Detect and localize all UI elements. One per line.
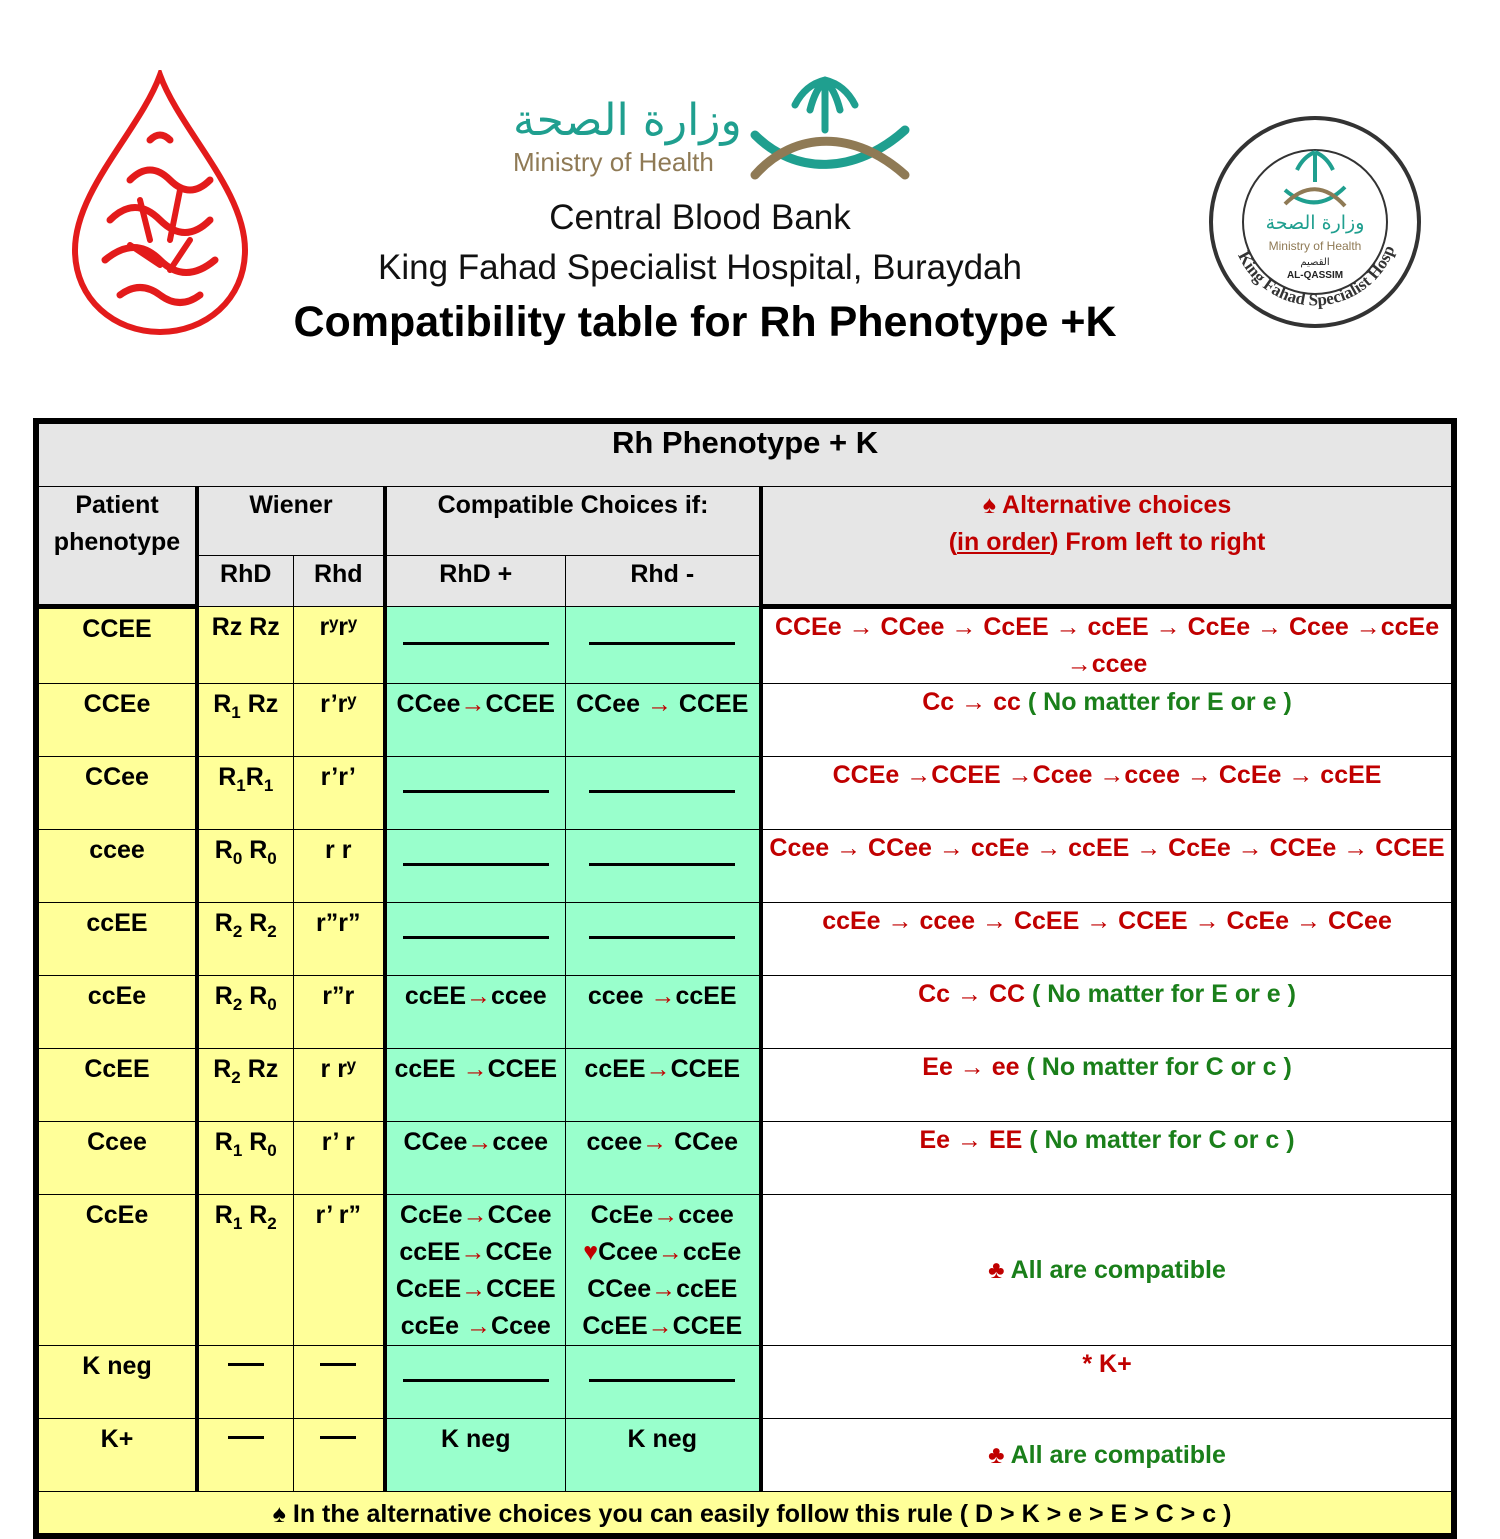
rhd-positive-header: RhD + [385, 556, 565, 607]
rhd-negative-cell: ccEE→CCEE [565, 1049, 761, 1122]
alternative-choices-cell: ♣ All are compatible [761, 1419, 1454, 1492]
wiener-rhd-lower-cell: r’ r [293, 1122, 385, 1195]
empty-dash [589, 1379, 735, 1382]
svg-text:King Fahad Specialist Hospital: King Fahad Specialist Hosp [1234, 242, 1399, 310]
club-icon: ♣ [988, 1255, 1005, 1284]
hospital-name: King Fahad Specialist Hospital, Buraydah [378, 248, 1022, 287]
empty-dash [589, 790, 735, 793]
rhd-positive-cell [385, 1346, 565, 1419]
rhd-negative-cell: CcEe→ccee ♥Ccee→ccEe CCee→ccEE CcEE→CCEE [565, 1195, 761, 1346]
patient-phenotype-cell: Ccee [36, 1122, 197, 1195]
patient-phenotype-cell: CCEE [36, 607, 197, 684]
patient-phenotype-cell: CCee [36, 757, 197, 830]
wiener-rhd-upper-cell: $R_1$ Rz [197, 684, 293, 757]
alternative-choices-cell: CCEe →CCEE →Ccee →ccee → CcEe → ccEE [761, 757, 1454, 830]
empty-dash [320, 1436, 356, 1439]
table-title: Rh Phenotype + K [36, 421, 1454, 487]
rhd-negative-cell: ccee →ccEE [565, 976, 761, 1049]
wiener-rhd-upper-cell: $R_1$ $R_2$ [197, 1195, 293, 1346]
rhd-negative-cell [565, 1346, 761, 1419]
alternative-choices-cell: * K+ [761, 1346, 1454, 1419]
wiener-rhd-lower-cell [293, 1346, 385, 1419]
patient-phenotype-cell: K neg [36, 1346, 197, 1419]
rhd-lower-header: Rhd [293, 556, 385, 607]
table-row [36, 757, 1454, 830]
rhd-negative-cell [565, 830, 761, 903]
wiener-rhd-lower-cell [293, 1419, 385, 1492]
compatibility-table [33, 418, 1457, 1539]
alternative-choices-cell: Cc → cc ( No matter for E or e ) [761, 684, 1454, 757]
table-row [36, 1049, 1454, 1122]
compatible-choices-header: Compatible Choices if: [385, 487, 761, 556]
rhd-positive-cell [385, 903, 565, 976]
palm-swords-emblem [745, 75, 915, 190]
alternative-choices-cell: Cc → CC ( No matter for E or e ) [761, 976, 1454, 1049]
rhd-negative-cell: ccee→ CCee [565, 1122, 761, 1195]
rhd-negative-cell [565, 757, 761, 830]
wiener-rhd-lower-cell: r’r’ [293, 757, 385, 830]
empty-dash [589, 936, 735, 939]
bank-name: Central Blood Bank [549, 198, 851, 237]
table-title-row [36, 421, 1454, 487]
patient-phenotype-cell: K+ [36, 1419, 197, 1492]
empty-dash [403, 642, 549, 645]
table-row [36, 1122, 1454, 1195]
wiener-rhd-lower-cell: r”r” [293, 903, 385, 976]
patient-phenotype-cell: CcEe [36, 1195, 197, 1346]
rhd-positive-cell [385, 830, 565, 903]
alternative-choices-cell: CCEe → CCee → CcEE → ccEE → CcEe → Ccee →ccEe →ccee [761, 607, 1454, 684]
table-row [36, 1195, 1454, 1346]
spade-icon: ♠ [982, 491, 997, 519]
rhd-negative-header: Rhd - [565, 556, 761, 607]
empty-dash [228, 1436, 264, 1439]
rhd-positive-cell [385, 607, 565, 684]
rhd-positive-cell: CCee→ccee [385, 1122, 565, 1195]
empty-dash [403, 936, 549, 939]
rhd-upper-header: RhD [197, 556, 293, 607]
table-row [36, 903, 1454, 976]
wiener-rhd-upper-cell: $R_2$ $R_0$ [197, 976, 293, 1049]
empty-dash [228, 1363, 264, 1366]
rhd-positive-cell: CcEe→CCee ccEE→CCEe CcEE→CCEE ccEe →Ccee [385, 1195, 565, 1346]
table-row [36, 684, 1454, 757]
wiener-rhd-upper-cell: $R_0$ $R_0$ [197, 830, 293, 903]
moh-arabic-text: وزارة الصحة [513, 95, 742, 146]
ministry-of-health-logo [505, 75, 915, 190]
patient-phenotype-cell: ccEe [36, 976, 197, 1049]
wiener-header: Wiener [197, 487, 385, 556]
wiener-rhd-lower-cell: r rʸ [293, 1049, 385, 1122]
wiener-rhd-upper-cell: $R_1$ $R_0$ [197, 1122, 293, 1195]
table-body [36, 607, 1454, 1492]
footnote: ♠ In the alternative choices you can easily follow this rule ( D > K > e > E > C > c ) [36, 1492, 1454, 1537]
rhd-positive-cell: ccEE→ccee [385, 976, 565, 1049]
patient-phenotype-cell: ccEE [36, 903, 197, 976]
wiener-rhd-lower-cell: r’ r” [293, 1195, 385, 1346]
wiener-rhd-lower-cell: rʸrʸ [293, 607, 385, 684]
empty-dash [320, 1363, 356, 1366]
alternative-choices-header: ♠ Alternative choices (in order) From left to right [761, 487, 1454, 607]
rhd-negative-cell [565, 903, 761, 976]
seal-arabic-text: وزارة الصحة [1265, 212, 1365, 234]
alternative-choices-cell: Ee → ee ( No matter for C or c ) [761, 1049, 1454, 1122]
empty-dash [589, 642, 735, 645]
rhd-negative-cell [565, 607, 761, 684]
rhd-positive-cell: K neg [385, 1419, 565, 1492]
alternative-choices-cell: Ccee → CCee → ccEe → ccEE → CcEe → CCEe → CCEE [761, 830, 1454, 903]
moh-english-text: Ministry of Health [513, 147, 714, 177]
wiener-rhd-upper-cell: $R_1R_1$ [197, 757, 293, 830]
alternative-choices-cell: ♣ All are compatible [761, 1195, 1454, 1346]
rhd-positive-cell [385, 757, 565, 830]
club-icon: ♣ [988, 1440, 1005, 1469]
empty-dash [403, 863, 549, 866]
wiener-rhd-upper-cell: $R_2$ $R_2$ [197, 903, 293, 976]
patient-phenotype-cell: CCEe [36, 684, 197, 757]
wiener-rhd-upper-cell: $R_2$ Rz [197, 1049, 293, 1122]
rhd-positive-cell: CCee→CCEE [385, 684, 565, 757]
rhd-negative-cell: K neg [565, 1419, 761, 1492]
table-row [36, 976, 1454, 1049]
table-row [36, 607, 1454, 684]
patient-phenotype-cell: ccee [36, 830, 197, 903]
rhd-positive-cell: ccEE →CCEE [385, 1049, 565, 1122]
page-title: Compatibility table for Rh Phenotype +K [293, 298, 1117, 346]
header-row-1 [36, 487, 1454, 556]
wiener-rhd-lower-cell: r r [293, 830, 385, 903]
patient-phenotype-header: Patient phenotype [36, 487, 197, 607]
footnote-row [36, 1492, 1454, 1537]
rhd-negative-cell: CCee → CCEE [565, 684, 761, 757]
table-row [36, 1419, 1454, 1492]
wiener-rhd-upper-cell [197, 1346, 293, 1419]
empty-dash [403, 1379, 549, 1382]
empty-dash [589, 863, 735, 866]
wiener-rhd-upper-cell [197, 1419, 293, 1492]
seal-region-arabic: القصيم [1300, 257, 1330, 268]
empty-dash [403, 790, 549, 793]
seal-english-text: Ministry of Health [1268, 239, 1362, 253]
seal-region-text: AL-QASSIM [1286, 270, 1344, 281]
table-row [36, 830, 1454, 903]
wiener-rhd-lower-cell: r’rʸ [293, 684, 385, 757]
wiener-rhd-upper-cell: Rz Rz [197, 607, 293, 684]
alternative-choices-cell: ccEe → ccee → CcEE → CCEE → CcEe → CCee [761, 903, 1454, 976]
patient-phenotype-cell: CcEE [36, 1049, 197, 1122]
wiener-rhd-lower-cell: r”r [293, 976, 385, 1049]
table-row [36, 1346, 1454, 1419]
alternative-choices-cell: Ee → EE ( No matter for C or c ) [761, 1122, 1454, 1195]
